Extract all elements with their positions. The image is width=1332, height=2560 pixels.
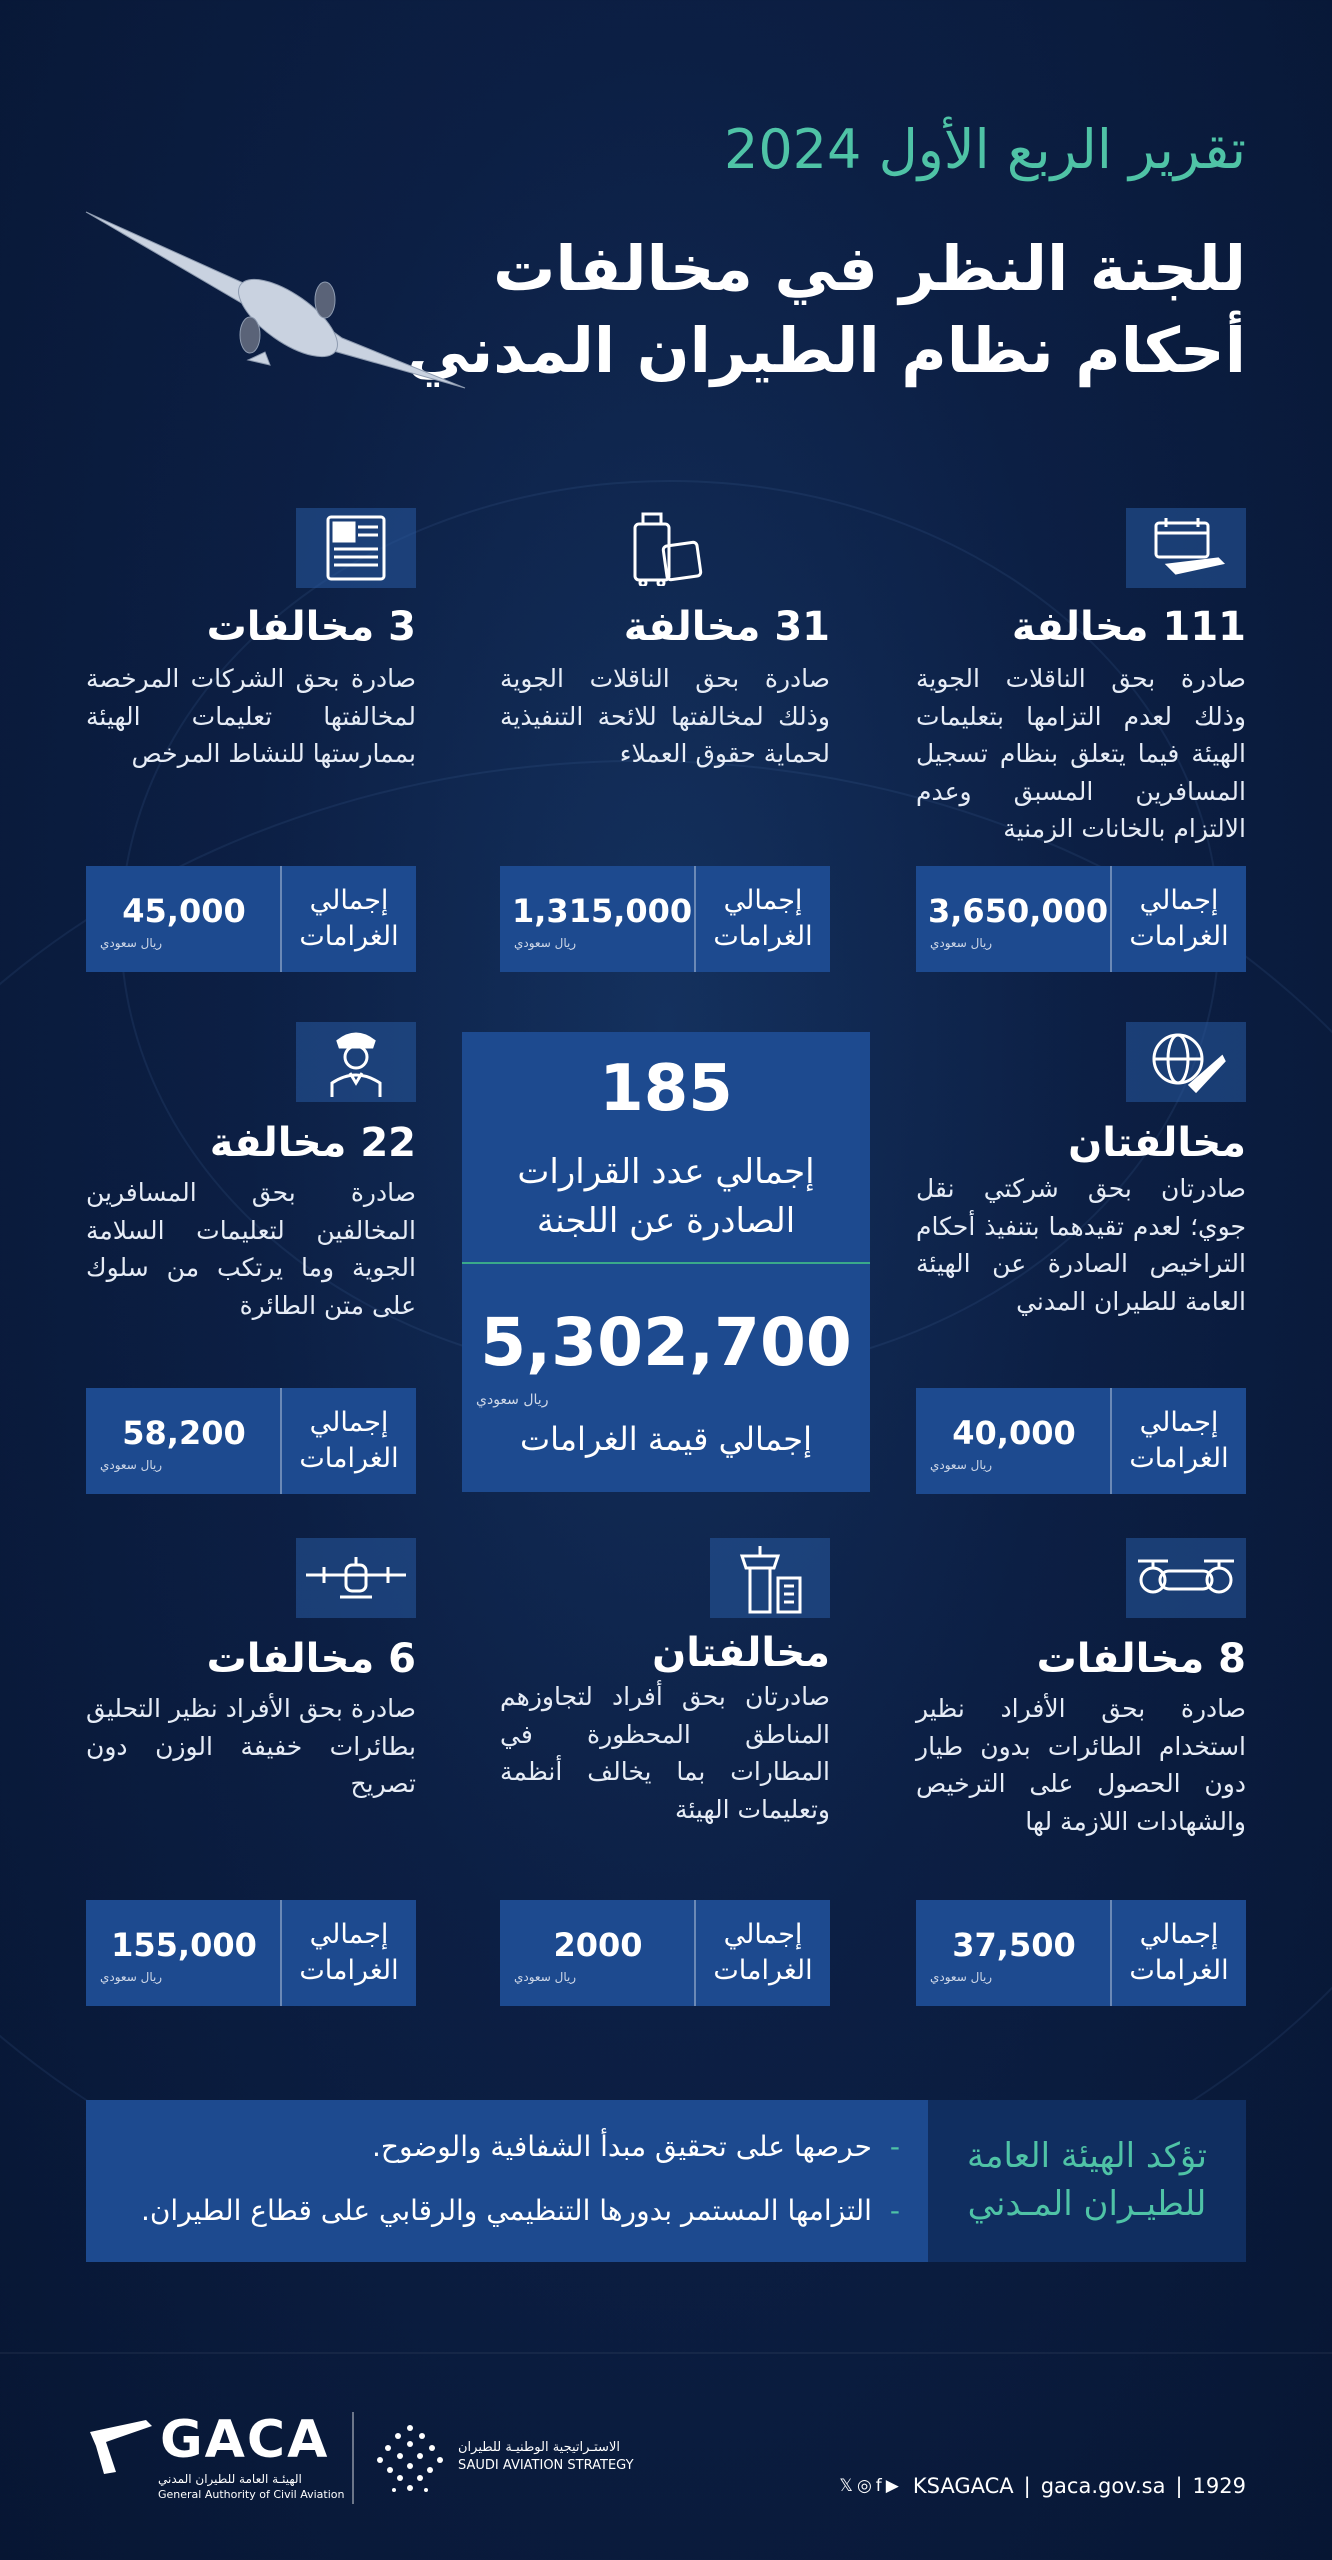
violation-description: صادرة بحق المسافرين المخالفين لتعليمات السلامة الجوية وما يرتكب من سلوك على متن الطائرة <box>86 1178 416 1320</box>
icon-box <box>296 1022 416 1102</box>
aviation-strategy-english: SAUDI AVIATION STRATEGY <box>458 2458 634 2473</box>
total-fines-box <box>916 1388 1246 1494</box>
violation-count: مخالفتان <box>1068 1120 1246 1166</box>
icon-box <box>296 1538 416 1618</box>
fines-label: إجمالي الغرامات <box>280 1900 416 2006</box>
total-fines-box <box>86 1900 416 2006</box>
social-handle[interactable]: KSAGACA <box>912 2474 1014 2498</box>
social-icons[interactable]: 𝕏◎f▶ <box>839 2476 903 2496</box>
violation-card <box>916 508 1246 848</box>
logo-separator <box>352 2412 354 2504</box>
gaca-name-arabic: الهيئـة العامة للطيران المدني <box>158 2472 302 2486</box>
fines-label: إجمالي الغرامات <box>1110 1388 1246 1494</box>
banner-point: -التزامها المستمر بدورها التنظيمي والرقابي على قطاع الطيران. <box>140 2194 900 2227</box>
total-fines-box <box>86 866 416 972</box>
icon-box <box>605 508 725 588</box>
icon-box <box>296 508 416 588</box>
footer-contacts <box>839 2474 1246 2498</box>
violation-card <box>500 508 830 848</box>
violation-card <box>916 1538 1246 1878</box>
light-aircraft-icon <box>304 1555 408 1601</box>
luggage-icon <box>625 510 705 586</box>
gaca-wordmark: GACA <box>160 2410 330 2470</box>
violation-card <box>86 508 416 848</box>
total-fines-box <box>500 1900 830 2006</box>
fines-value: 37,500 <box>952 1926 1076 1964</box>
icon-box <box>1126 508 1246 588</box>
drone-icon <box>1134 1553 1238 1603</box>
page-title <box>407 228 1246 392</box>
violation-card <box>86 1538 416 1878</box>
title-line-2: أحكام نظام الطيران المدني <box>407 313 1246 387</box>
total-fines-box <box>916 1900 1246 2006</box>
violation-card <box>86 1022 416 1362</box>
total-fines-box <box>916 866 1246 972</box>
violation-description: صادرة بحق الناقلات الجوية وذلك لعدم التزامها بتعليمات الهيئة فيما يتعلق بنظام تسجيل المسافرين المسبق وعدم الالتزام بالخانات الزمنية <box>916 664 1246 843</box>
fines-label: إجمالي الغرامات <box>280 866 416 972</box>
pilot-icon <box>326 1025 386 1099</box>
globe-plane-icon <box>1146 1027 1226 1097</box>
separator: | <box>1175 2474 1183 2498</box>
total-fines-box <box>86 1388 416 1494</box>
violation-count: مخالفتان <box>652 1630 830 1676</box>
currency-label: ريال سعودي <box>930 1970 993 1984</box>
fines-value: 3,650,000 <box>928 892 1109 930</box>
gaca-logo-icon <box>86 2412 156 2482</box>
currency-label: ريال سعودي <box>476 1392 549 1408</box>
fines-value: 2000 <box>553 1926 643 1964</box>
summary-box <box>462 1032 870 1492</box>
fines-value: 155,000 <box>111 1926 257 1964</box>
aviation-strategy-logo-icon <box>368 2418 452 2502</box>
currency-label: ريال سعودي <box>514 936 577 950</box>
fines-value: 1,315,000 <box>512 892 693 930</box>
footer-divider <box>0 2352 1332 2354</box>
violation-count: 111 مخالفة <box>1011 604 1246 650</box>
phone-number[interactable]: 1929 <box>1192 2474 1246 2498</box>
banner-title: تؤكد الهيئة العامة للطيـران المـدني <box>928 2100 1246 2262</box>
currency-label: ريال سعودي <box>100 1970 163 1984</box>
fines-value: 40,000 <box>952 1414 1076 1452</box>
website-link[interactable]: gaca.gov.sa <box>1040 2474 1166 2498</box>
currency-label: ريال سعودي <box>514 1970 577 1984</box>
separator: | <box>1023 2474 1031 2498</box>
violation-description: صادرة بحق الأفراد نظير استخدام الطائرات بدون طيار دون الحصول على الترخيص والشهادات اللازمة لها <box>916 1694 1246 1836</box>
decisions-label: إجمالي عدد القرارات الصادرة عن اللجنة <box>517 1152 815 1242</box>
fines-label: إجمالي الغرامات <box>1110 1900 1246 2006</box>
violation-description: صادرة بحق الأفراد نظير التحليق بطائرات خفيفة الوزن دون تصريح <box>86 1694 416 1798</box>
commitment-banner <box>86 2100 1246 2262</box>
fines-value: 45,000 <box>122 892 246 930</box>
violation-card <box>500 1538 830 1878</box>
banner-point: -حرصها على تحقيق مبدأ الشفافية والوضوح. <box>372 2130 900 2163</box>
calendar-plane-icon <box>1146 515 1226 581</box>
violation-count: 6 مخالفات <box>206 1636 416 1682</box>
aviation-strategy-arabic: الاستـراتيجية الوطنيـة للطيران <box>458 2440 620 2455</box>
currency-label: ريال سعودي <box>100 1458 163 1472</box>
gaca-name-english: General Authority of Civil Aviation <box>158 2488 345 2501</box>
license-document-icon <box>322 513 390 583</box>
control-tower-icon <box>734 1542 806 1614</box>
violation-count: 31 مخالفة <box>623 604 830 650</box>
icon-box <box>710 1538 830 1618</box>
total-fines-label: إجمالي قيمة الغرامات <box>520 1420 812 1458</box>
violation-description: صادرة بحق الناقلات الجوية وذلك لمخالفتها للائحة التنفيذية لحماية حقوق العملاء <box>500 664 830 768</box>
violation-description: صادرتان بحق أفراد لتجاوزهم المناطق المحظورة في المطارات بما يخالف أنظمة وتعليمات الهيئة <box>500 1682 830 1824</box>
violation-count: 8 مخالفات <box>1036 1636 1246 1682</box>
violation-card <box>916 1022 1246 1362</box>
divider <box>462 1262 870 1264</box>
icon-box <box>1126 1022 1246 1102</box>
fines-value: 58,200 <box>122 1414 246 1452</box>
airplane-icon <box>80 200 480 400</box>
icon-box <box>1126 1538 1246 1618</box>
total-fines-value: 5,302,700 <box>480 1304 852 1381</box>
violation-description: صادرتان بحق شركتي نقل جوي؛ لعدم تقيدهما بتنفيذ أحكام التراخيص الصادرة عن الهيئة العامة للطيران المدني <box>916 1174 1246 1316</box>
currency-label: ريال سعودي <box>930 936 993 950</box>
fines-label: إجمالي الغرامات <box>1110 866 1246 972</box>
fines-label: إجمالي الغرامات <box>280 1388 416 1494</box>
fines-label: إجمالي الغرامات <box>694 866 830 972</box>
currency-label: ريال سعودي <box>100 936 163 950</box>
title-line-1: للجنة النظر في مخالفات <box>493 232 1246 305</box>
currency-label: ريال سعودي <box>930 1458 993 1472</box>
fines-label: إجمالي الغرامات <box>694 1900 830 2006</box>
violation-count: 3 مخالفات <box>206 604 416 650</box>
violation-description: صادرة بحق الشركات المرخصة لمخالفتها تعليمات الهيئة بممارستها للنشاط المرخص <box>86 664 416 768</box>
report-subtitle: تقرير الربع الأول 2024 <box>723 118 1246 181</box>
violation-count: 22 مخالفة <box>209 1120 416 1166</box>
total-fines-box <box>500 866 830 972</box>
decisions-count: 185 <box>599 1052 733 1126</box>
